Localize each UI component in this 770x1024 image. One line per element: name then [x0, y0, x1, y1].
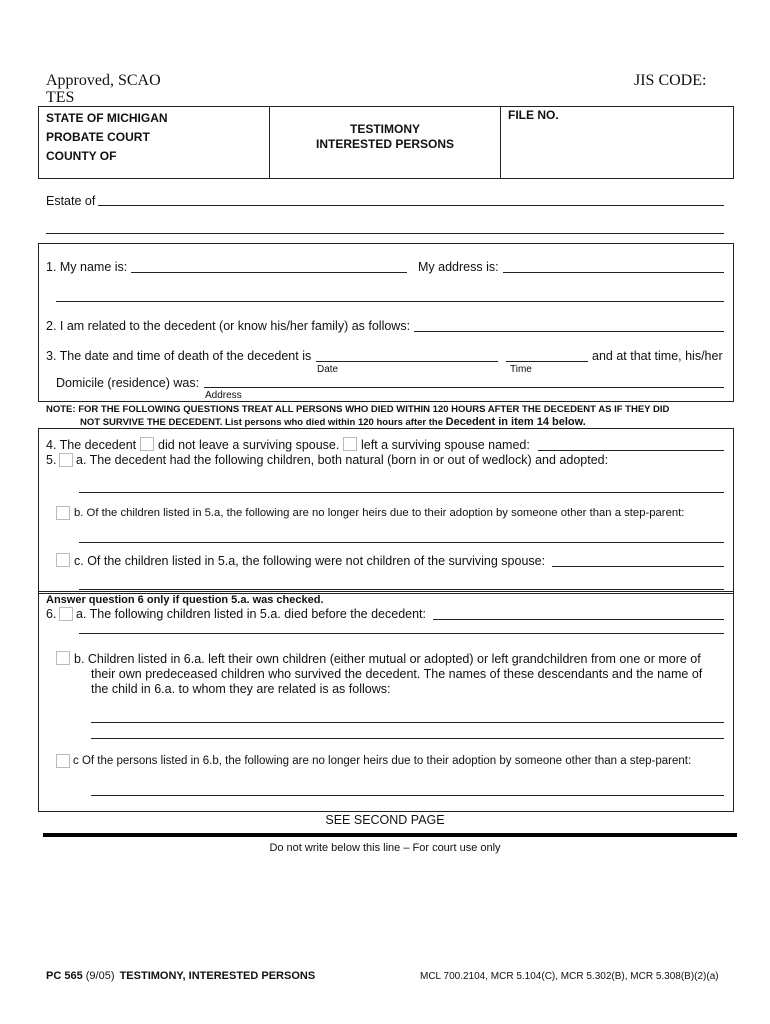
q5c-checkbox[interactable]: [56, 553, 70, 567]
adopted-out-field[interactable]: [79, 542, 724, 543]
q6b-line1: b. Children listed in 6.a. left their own children (either mutual or adopted) or left grandchildren from one or more of: [74, 652, 701, 666]
court-use-divider: [43, 833, 737, 837]
note-line2b: Decedent in item 14 below.: [445, 416, 586, 428]
predeceased-children-field[interactable]: [433, 619, 724, 620]
q6b-line2: their own predeceased children who survived the decedent. The names of these descendants and the name of: [91, 667, 703, 681]
no-spouse-checkbox[interactable]: [140, 437, 154, 451]
q6c-checkbox[interactable]: [56, 754, 70, 768]
q6a-text: a. The following children listed in 5.a. died before the decedent:: [76, 607, 426, 621]
form-title-line1: TESTIMONY: [349, 122, 420, 136]
death-time-field[interactable]: [506, 361, 588, 362]
q1-name-label: 1. My name is:: [46, 260, 128, 274]
q4-prefix: 4. The decedent: [46, 438, 137, 452]
estate-field-line2[interactable]: [46, 233, 724, 234]
name-field[interactable]: [131, 272, 407, 273]
file-no-label: FILE NO.: [508, 108, 559, 122]
q5a-text: a. The decedent had the following children, both natural (born in or out of wedlock) and adopted:: [76, 453, 609, 467]
q4-option1: did not leave a surviving spouse.: [158, 438, 340, 452]
q4-option2: left a surviving spouse named:: [361, 438, 530, 452]
not-spouse-children-field[interactable]: [552, 566, 724, 567]
note-line2a: NOT SURVIVE THE DECEDENT. List persons who died within 120 hours after the: [80, 417, 446, 428]
relationship-field[interactable]: [414, 331, 724, 332]
not-spouse-children-field-line2[interactable]: [79, 589, 724, 590]
form-footer-id: [46, 970, 315, 982]
form-title-line2: INTERESTED PERSONS: [315, 137, 455, 151]
domicile-field[interactable]: [204, 387, 724, 388]
adopted-descendants-field[interactable]: [91, 795, 724, 796]
section-6-box: [38, 591, 734, 812]
q6-number: 6.: [46, 607, 57, 621]
spouse-checkbox[interactable]: [343, 437, 357, 451]
form-footer-title: TESTIMONY, INTERESTED PERSONS: [119, 970, 316, 982]
address-caption: Address: [205, 390, 242, 401]
domicile-label: Domicile (residence) was:: [56, 376, 200, 390]
q6b-checkbox[interactable]: [56, 651, 70, 665]
form-date: (9/05): [85, 970, 115, 982]
approved-text: Approved, SCAO: [46, 72, 161, 89]
q6a-checkbox[interactable]: [59, 607, 73, 621]
q5b-text: b. Of the children listed in 5.a, the following are no longer heirs due to their adoption by someone other than a step-parent:: [74, 507, 685, 519]
q6c-text: c Of the persons listed in 6.b, the following are no longer heirs due to their adoption by someone other than a step-parent:: [73, 755, 692, 767]
descendants-field[interactable]: [91, 722, 724, 723]
form-id: PC 565: [46, 970, 83, 982]
see-second-page: SEE SECOND PAGE: [325, 813, 445, 827]
estate-label: Estate of: [46, 194, 96, 208]
citations: MCL 700.2104, MCR 5.104(C), MCR 5.302(B), MCR 5.308(B)(2)(a): [420, 971, 719, 982]
court-use-note: Do not write below this line – For court use only: [269, 842, 501, 854]
spouse-name-field[interactable]: [538, 450, 724, 451]
address-field-line2[interactable]: [56, 301, 724, 302]
address-field[interactable]: [503, 272, 724, 273]
jis-code-label: JIS CODE:: [634, 72, 707, 89]
q5b-checkbox[interactable]: [56, 506, 70, 520]
death-date-field[interactable]: [316, 361, 498, 362]
q1-address-label: My address is:: [418, 260, 499, 274]
q3-label: 3. The date and time of death of the decedent is: [46, 349, 312, 363]
q2-label: 2. I am related to the decedent (or know his/her family) as follows:: [46, 319, 411, 333]
estate-field[interactable]: [98, 205, 724, 206]
form-code: TES: [46, 89, 75, 106]
q6b-line3: the child in 6.a. to whom they are related is as follows:: [91, 682, 391, 696]
note-line2: [80, 416, 586, 428]
children-field[interactable]: [79, 492, 724, 493]
predeceased-children-field-line2[interactable]: [79, 633, 724, 634]
county-label: COUNTY OF: [46, 149, 117, 163]
caption-divider-2: [500, 106, 501, 178]
note-line1: NOTE: FOR THE FOLLOWING QUESTIONS TREAT ALL PERSONS WHO DIED WITHIN 120 HOURS AFTER THE DECEDENT AS IF THEY DID: [46, 404, 670, 415]
time-caption: Time: [510, 364, 532, 375]
state-label: STATE OF MICHIGAN: [46, 111, 168, 125]
q5-number: 5.: [46, 453, 57, 467]
q3-suffix: and at that time, his/her: [592, 349, 723, 363]
descendants-field-line2[interactable]: [91, 738, 724, 739]
q6-heading: Answer question 6 only if question 5.a. was checked.: [46, 594, 324, 606]
q5c-text: c. Of the children listed in 5.a, the following were not children of the surviving spouse:: [74, 554, 546, 568]
q5a-checkbox[interactable]: [59, 453, 73, 467]
date-caption: Date: [317, 364, 339, 375]
court-label: PROBATE COURT: [46, 130, 150, 144]
